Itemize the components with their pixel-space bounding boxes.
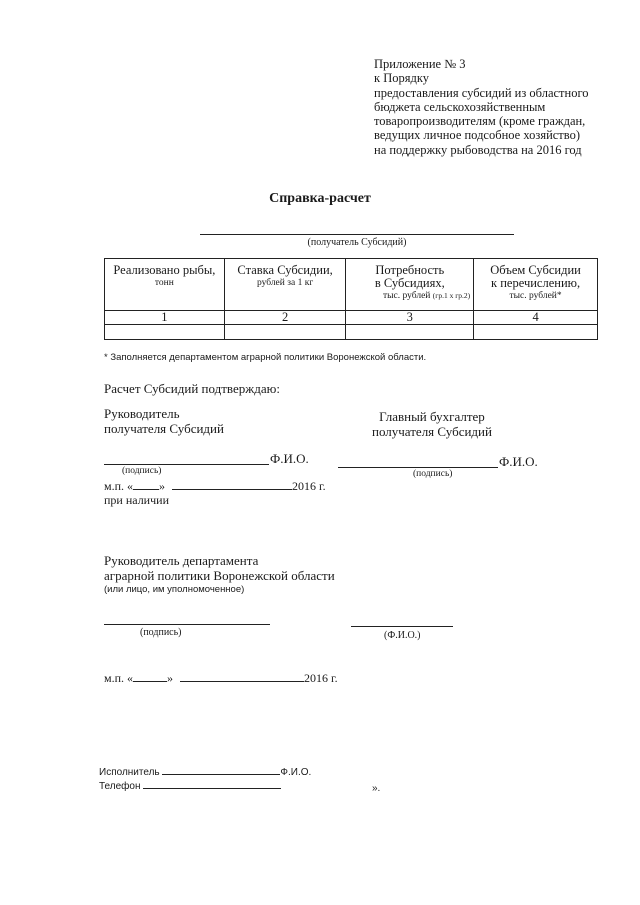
table-cell[interactable] xyxy=(474,325,598,340)
appendix-line: к Порядку xyxy=(374,71,429,86)
department-fio-line[interactable] xyxy=(351,626,453,627)
authorized-person-note: (или лицо, им уполномоченное) xyxy=(104,584,245,595)
column-number: 1 xyxy=(105,311,225,325)
column-number: 4 xyxy=(474,311,598,325)
document-title: Справка-расчет xyxy=(269,191,371,206)
executor-blank[interactable] xyxy=(162,774,280,775)
month-blank-2[interactable] xyxy=(180,681,304,682)
table-cell[interactable] xyxy=(224,325,346,340)
department-signature-caption: (подпись) xyxy=(140,627,182,638)
right-signature-caption: (подпись) xyxy=(413,469,453,479)
table-data-row xyxy=(105,325,598,340)
calculation-table xyxy=(104,258,598,340)
department-head-title: Руководитель департамента аграрной политики Воронежской области xyxy=(104,553,335,583)
right-signer-title: Главный бухгалтер получателя Субсидий xyxy=(372,409,492,439)
day-blank[interactable] xyxy=(133,489,159,490)
left-signature-line[interactable] xyxy=(104,464,269,465)
table-header-cell: Реализовано рыбы, тонн xyxy=(105,259,225,311)
table-cell[interactable] xyxy=(105,325,225,340)
stamp-date-line-2: м.п. « » 2016 г. xyxy=(104,671,338,685)
right-signature-line[interactable] xyxy=(338,467,498,468)
appendix-line: Приложение № 3 xyxy=(374,57,466,71)
table-number-row xyxy=(105,311,598,325)
phone-blank[interactable] xyxy=(143,788,281,789)
appendix-line: на поддержку рыбоводства на 2016 год xyxy=(374,142,582,157)
day-blank-2[interactable] xyxy=(133,681,167,682)
trailing-mark: ». xyxy=(372,783,381,794)
executor-line: Исполнитель Ф.И.О. xyxy=(99,767,312,778)
table-header-cell: Потребность в Субсидиях, тыс. рублей (гр.1 х гр.2) xyxy=(346,259,474,311)
left-signature-caption: (подпись) xyxy=(122,466,162,476)
table-header-cell: Ставка Субсидии, рублей за 1 кг xyxy=(224,259,346,311)
appendix-line: товаропроизводителям (кроме граждан, xyxy=(374,114,586,129)
stamp-date-line: м.п. « » 2016 г. xyxy=(104,479,326,493)
footnote: * Заполняется департаментом аграрной политики Воронежской области. xyxy=(104,352,427,363)
recipient-caption: (получатель Субсидий) xyxy=(307,237,407,248)
table-header-row xyxy=(105,259,598,311)
column-number: 2 xyxy=(224,311,346,325)
if-present-note: при наличии xyxy=(104,493,169,507)
appendix-header xyxy=(374,57,636,157)
table-cell[interactable] xyxy=(346,325,474,340)
left-fio-label: Ф.И.О. xyxy=(270,451,309,466)
department-signature-line[interactable] xyxy=(104,624,270,625)
department-fio-caption: (Ф.И.О.) xyxy=(384,630,421,641)
phone-line: Телефон xyxy=(99,781,281,792)
left-signer-title: Руководитель получателя Субсидий xyxy=(104,406,224,436)
month-blank[interactable] xyxy=(172,489,292,490)
table-header-cell: Объем Субсидии к перечислению, тыс. рублей* xyxy=(474,259,598,311)
confirm-text: Расчет Субсидий подтверждаю: xyxy=(104,381,280,396)
appendix-line: предоставления субсидий из областного xyxy=(374,85,589,100)
appendix-line: ведущих личное подсобное хозяйство) xyxy=(374,128,580,143)
column-number: 3 xyxy=(346,311,474,325)
recipient-blank-line xyxy=(200,234,514,235)
appendix-line: бюджета сельскохозяйственным xyxy=(374,99,546,114)
right-fio-label: Ф.И.О. xyxy=(499,454,538,469)
